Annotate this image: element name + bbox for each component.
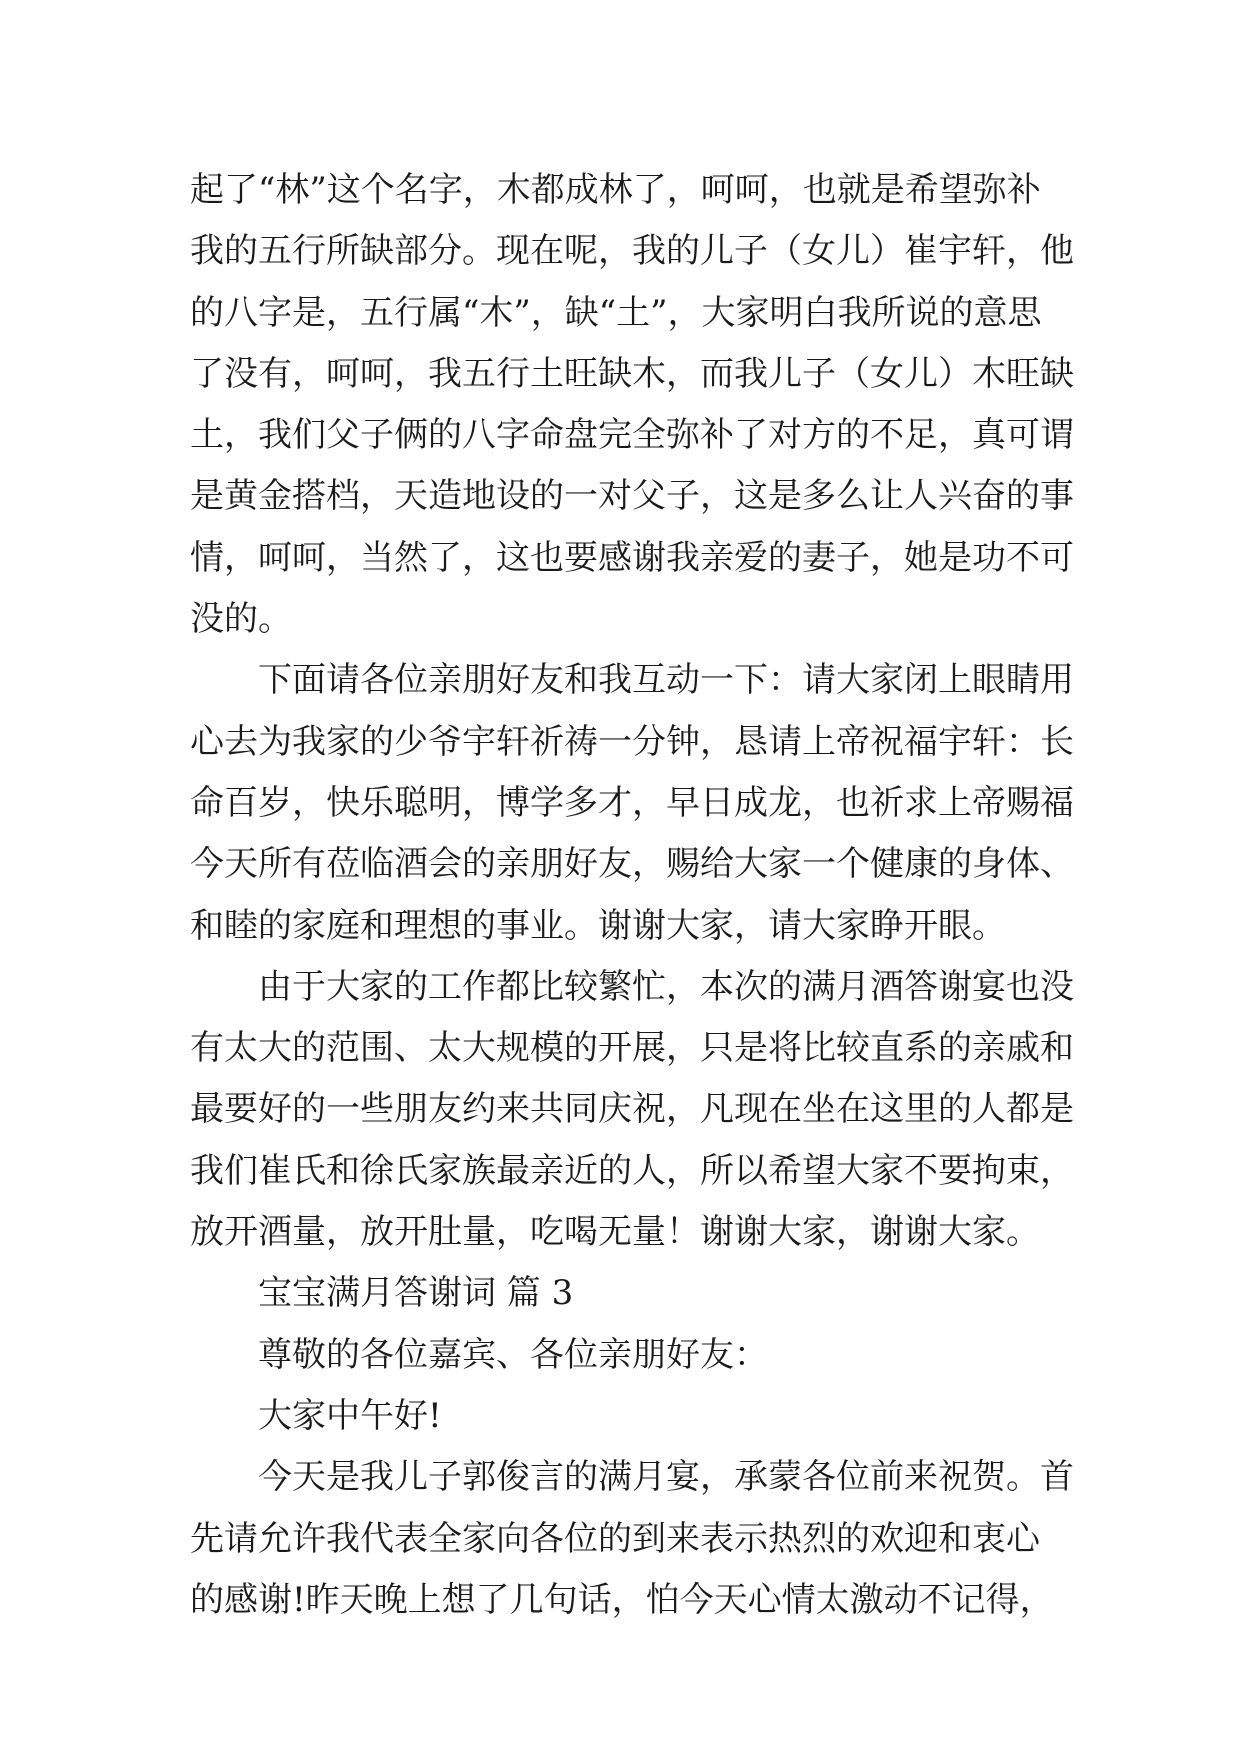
text-line: 的八字是，五行属“木”，缺“土”，大家明白我所说的意思 (190, 292, 1042, 333)
section-heading: 宝宝满月答谢词 篇 3 (258, 1273, 574, 1314)
text-line: 我们崔氏和徐氏家族最亲近的人，所以希望大家不要拘束， (190, 1150, 1074, 1191)
text-line: 起了“林”这个名字，木都成林了，呵呵，也就是希望弥补 (190, 170, 1041, 210)
text-line: 土，我们父子俩的八字命盘完全弥补了对方的不足，真可谓 (190, 415, 1074, 456)
text-line: 今天所有莅临酒会的亲朋好友，赐给大家一个健康的身体、 (190, 844, 1074, 885)
text-line: 命百岁，快乐聪明，博学多才，早日成龙，也祈求上帝赐福 (190, 782, 1074, 823)
text-line: 没的。 (190, 599, 292, 640)
paragraph-start-line: 今天是我儿子郭俊言的满月宴，承蒙各位前来祝贺。首 (258, 1457, 1074, 1498)
text-line: 和睦的家庭和理想的事业。谢谢大家，请大家睁开眼。 (190, 905, 1006, 946)
text-line: 心去为我家的少爷宇轩祈祷一分钟，恳请上帝祝福宇轩：长 (190, 721, 1074, 762)
text-line: 的感谢!昨天晚上想了几句话，怕今天心情太激动不记得， (190, 1579, 1054, 1620)
text-line: 最要好的一些朋友约来共同庆祝，凡现在坐在这里的人都是 (190, 1089, 1074, 1130)
paragraph-start-line: 下面请各位亲朋好友和我互动一下：请大家闭上眼睛用 (258, 660, 1074, 701)
text-line: 是黄金搭档，天造地设的一对父子，这是多么让人兴奋的事 (190, 476, 1074, 517)
text-line: 放开酒量，放开肚量，吃喝无量！谢谢大家，谢谢大家。 (190, 1212, 1040, 1253)
greeting-line: 大家中午好! (258, 1395, 442, 1436)
text-line: 了没有，呵呵，我五行土旺缺木，而我儿子（女儿）木旺缺 (190, 353, 1074, 394)
text-line: 先请允许我代表全家向各位的到来表示热烈的欢迎和衷心 (190, 1518, 1040, 1559)
document-body (190, 160, 1074, 1631)
text-line: 情，呵呵，当然了，这也要感谢我亲爱的妻子，她是功不可 (190, 537, 1074, 578)
text-line: 有太大的范围、太大规模的开展，只是将比较直系的亲戚和 (190, 1028, 1074, 1069)
paragraph-start-line: 由于大家的工作都比较繁忙，本次的满月酒答谢宴也没 (258, 966, 1074, 1007)
salutation-line: 尊敬的各位嘉宾、各位亲朋好友： (258, 1334, 768, 1375)
text-line: 我的五行所缺部分。现在呢，我的儿子（女儿）崔宇轩，他 (190, 231, 1074, 272)
